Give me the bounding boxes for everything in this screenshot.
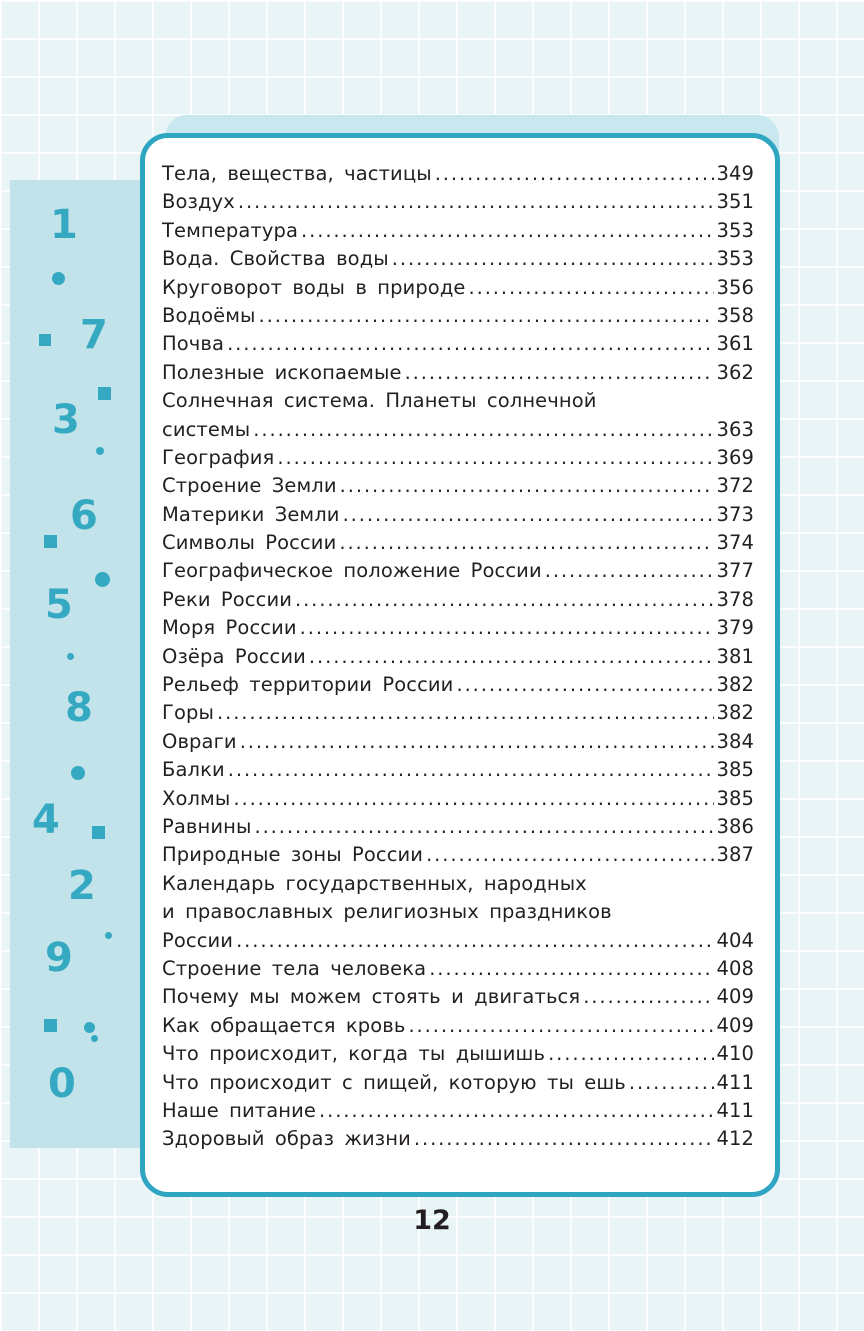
toc-entry-page: 358 (716, 303, 754, 327)
dot-leader (343, 501, 715, 529)
toc-entry (162, 472, 754, 500)
toc-entry-title: География (162, 445, 275, 469)
toc-entry-page: 353 (716, 247, 754, 271)
toc-entry-title: Горы (162, 701, 214, 725)
toc-entry (162, 699, 754, 727)
toc-entry-title: Почва (162, 332, 225, 356)
toc-entry (162, 529, 754, 557)
toc-entry (162, 217, 754, 245)
dot-leader (435, 160, 715, 188)
toc-entry-page: 361 (716, 332, 754, 356)
dot-leader (629, 1069, 715, 1097)
dot-leader (254, 813, 714, 841)
decorative-digit: 9 (45, 935, 73, 981)
toc-entry-title: Вода. Свойства воды (162, 247, 389, 271)
toc-entry-title: Строение Земли (162, 474, 337, 498)
toc-entry (162, 557, 754, 585)
decorative-digit: 1 (50, 202, 78, 248)
toc-entry (162, 1069, 754, 1097)
toc-entry (162, 813, 754, 841)
toc-entry-page: 404 (716, 928, 754, 952)
toc-entry-page: 377 (716, 559, 754, 583)
dot-leader (240, 728, 715, 756)
toc-entry (162, 728, 754, 756)
toc-entry-title: Как обращается кровь (162, 1013, 406, 1037)
toc-entry (162, 927, 754, 955)
toc-entry (162, 416, 754, 444)
dot-leader (319, 1097, 714, 1125)
toc-entry-page: 373 (716, 502, 754, 526)
dot-leader (295, 586, 714, 614)
decorative-dot (67, 653, 74, 660)
toc-entry-page: 385 (716, 758, 754, 782)
decorative-dot (96, 447, 104, 455)
toc-entry (162, 756, 754, 784)
toc-entry-title: Природные зоны России (162, 843, 424, 867)
toc-entry-page: 362 (716, 360, 754, 384)
decorative-square (44, 1019, 57, 1032)
toc-entry-title: Воздух (162, 190, 235, 214)
dot-leader (217, 699, 714, 727)
dot-leader (301, 217, 714, 245)
dot-leader (259, 302, 715, 330)
toc-entry-page: 386 (716, 814, 754, 838)
toc-entry-page: 384 (716, 729, 754, 753)
toc-entry-title: Балки (162, 758, 225, 782)
dot-leader (405, 359, 715, 387)
dot-leader (238, 188, 715, 216)
toc-entry (162, 785, 754, 813)
dot-leader (339, 529, 714, 557)
toc-entry-page: 353 (716, 218, 754, 242)
toc-entry-title: Почему мы можем стоять и двигаться (162, 985, 581, 1009)
toc-entry-title: Что происходит, когда ты дышишь (162, 1042, 546, 1066)
toc-entry-title: Моря России (162, 616, 297, 640)
dot-leader (426, 841, 714, 869)
toc-entry-page: 351 (716, 190, 754, 214)
toc-entry (162, 841, 754, 869)
decorative-square (92, 826, 105, 839)
toc-entry (162, 1125, 754, 1153)
decorative-dot (91, 1035, 98, 1042)
decorative-dot (71, 766, 85, 780)
decorative-square (44, 535, 57, 548)
decorative-digit: 3 (52, 397, 80, 443)
dot-leader (548, 1040, 714, 1068)
toc-entry (162, 501, 754, 529)
dot-leader (408, 1012, 714, 1040)
decorative-dot (52, 272, 65, 285)
toc-entry-title: Что происходит с пищей, которую ты ешь (162, 1070, 626, 1094)
toc-entry (162, 1012, 754, 1040)
toc-entry-title: Озёра России (162, 644, 306, 668)
toc-entry-page: 379 (716, 616, 754, 640)
dot-leader (300, 614, 715, 642)
toc-entry-title: Здоровый образ жизни (162, 1127, 411, 1151)
toc-entry (162, 671, 754, 699)
toc-entry-page: 387 (716, 843, 754, 867)
dot-leader (429, 955, 714, 983)
toc-entry-page: 372 (716, 474, 754, 498)
toc-entry-page: 409 (716, 1013, 754, 1037)
dot-leader (228, 756, 715, 784)
decorative-number-strip (10, 180, 142, 1148)
decorative-square (39, 334, 51, 346)
toc-entry (162, 330, 754, 358)
toc-entry-title: Тела, вещества, частицы (162, 162, 432, 185)
toc-entry-title: Овраги (162, 729, 237, 753)
decorative-digit: 0 (48, 1061, 76, 1107)
toc-entry (162, 1040, 754, 1068)
toc-entry-title: Материки Земли (162, 502, 340, 526)
decorative-dot (105, 932, 112, 939)
dot-leader (340, 472, 715, 500)
dot-leader (236, 927, 714, 955)
toc-entry (162, 1097, 754, 1125)
toc-entry (162, 188, 754, 216)
toc-entry-title: Строение тела человека (162, 956, 427, 980)
dot-leader (414, 1125, 715, 1153)
dot-leader (392, 245, 715, 273)
decorative-digit: 7 (80, 312, 108, 358)
decorative-dot (84, 1022, 95, 1033)
toc-entry-title: Круговорот воды в природе (162, 275, 466, 299)
toc-entry (162, 643, 754, 671)
toc-entry-page: 363 (716, 417, 754, 441)
toc-entry (162, 983, 754, 1011)
toc-entry-title: Водоёмы (162, 303, 256, 327)
toc-entry (162, 586, 754, 614)
toc-entry-title: Полезные ископаемые (162, 360, 402, 384)
decorative-digit: 5 (45, 582, 73, 628)
dot-leader (545, 557, 715, 585)
toc-entry-title: Символы России (162, 531, 337, 555)
dot-leader (233, 785, 714, 813)
toc-entry-title: Температура (162, 218, 299, 242)
toc-entry-title: Реки России (162, 587, 292, 611)
toc-entry-title: Географическое положение России (162, 559, 542, 583)
toc-entry (162, 160, 754, 188)
toc-entry-page: 349 (716, 162, 754, 185)
toc-entry (162, 444, 754, 472)
toc-entry (162, 955, 754, 983)
toc-entry-page: 411 (716, 1070, 754, 1094)
toc-entry-page: 412 (716, 1127, 754, 1151)
table-of-contents (162, 160, 754, 1154)
toc-entry-page: 369 (716, 445, 754, 469)
toc-entry-continued-line: и православных религиозных праздников (162, 900, 612, 924)
dot-leader (227, 330, 714, 358)
toc-entry-continued-line: Солнечная система. Планеты солнечной (162, 389, 597, 413)
toc-entry-page: 411 (716, 1098, 754, 1122)
decorative-square (98, 387, 111, 400)
toc-entry-title: системы (162, 417, 251, 441)
toc-entry-continued-line: Календарь государственных, народных (162, 871, 587, 895)
toc-entry-title: Рельеф территории России (162, 673, 454, 697)
decorative-digit: 8 (65, 685, 93, 731)
toc-entry-page: 409 (716, 985, 754, 1009)
toc-entry (162, 302, 754, 330)
toc-entry-page: 382 (716, 673, 754, 697)
dot-leader (583, 983, 714, 1011)
toc-entry-page: 408 (716, 956, 754, 980)
dot-leader (456, 671, 714, 699)
toc-entry-page: 378 (716, 587, 754, 611)
toc-entry-title: Наше питание (162, 1098, 317, 1122)
decorative-digit: 4 (32, 797, 60, 843)
toc-entry (162, 359, 754, 387)
dot-leader (253, 416, 714, 444)
toc-entry-page: 356 (716, 275, 754, 299)
toc-entry-title: Равнины (162, 814, 252, 838)
dot-leader (277, 444, 714, 472)
toc-entry (162, 245, 754, 273)
toc-entry-page: 385 (716, 786, 754, 810)
toc-entry (162, 614, 754, 642)
decorative-dot (95, 572, 110, 587)
page-number: 12 (413, 1205, 451, 1236)
dot-leader (309, 643, 715, 671)
dot-leader (469, 274, 715, 302)
toc-entry (162, 274, 754, 302)
toc-entry-page: 410 (716, 1042, 754, 1066)
toc-entry-page: 374 (716, 531, 754, 555)
decorative-digit: 6 (70, 493, 98, 539)
toc-entry-page: 381 (716, 644, 754, 668)
decorative-digit: 2 (68, 863, 96, 909)
toc-entry-page: 382 (716, 701, 754, 725)
toc-entry-title: России (162, 928, 234, 952)
toc-entry-title: Холмы (162, 786, 231, 810)
